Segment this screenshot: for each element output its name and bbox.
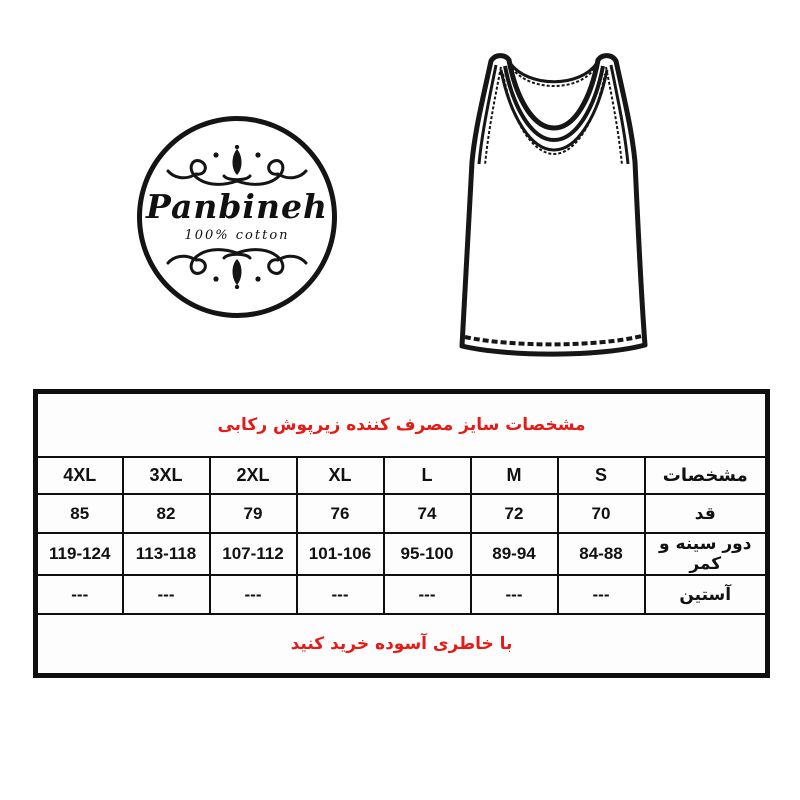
table-cell: ---: [471, 575, 558, 614]
size-col-header-m: M: [471, 457, 558, 494]
size-header-row: [36, 457, 768, 494]
spec-column-header: مشخصات: [645, 457, 768, 494]
size-col-header-3xl: 3XL: [123, 457, 210, 494]
table-row-height: [36, 494, 768, 533]
flourish-ornament-icon: [161, 247, 313, 289]
brand-subtitle: 100% cotton: [184, 228, 290, 243]
flourish-ornament-icon: [161, 145, 313, 187]
table-cell: 84-88: [558, 533, 645, 575]
row-label-height: قد: [645, 494, 768, 533]
table-cell: ---: [297, 575, 384, 614]
size-col-header-xl: XL: [297, 457, 384, 494]
tank-top-illustration-icon: [433, 28, 681, 376]
row-label-chest-waist: دور سینه و کمر: [645, 533, 768, 575]
row-label-sleeve: آستین: [645, 575, 768, 614]
table-cell: 113-118: [123, 533, 210, 575]
size-col-header-l: L: [384, 457, 471, 494]
size-col-header-2xl: 2XL: [210, 457, 297, 494]
table-cell: 74: [384, 494, 471, 533]
table-cell: ---: [558, 575, 645, 614]
brand-logo: [137, 116, 337, 318]
table-footer-note: با خاطری آسوده خرید کنید: [36, 614, 768, 676]
table-title-row: [36, 392, 768, 458]
table-cell: 89-94: [471, 533, 558, 575]
table-footer-row: [36, 614, 768, 676]
brand-name: Panbineh: [146, 187, 328, 226]
table-cell: 95-100: [384, 533, 471, 575]
table-cell: 82: [123, 494, 210, 533]
table-cell: ---: [36, 575, 123, 614]
size-col-header-s: S: [558, 457, 645, 494]
table-title: مشخصات سایز مصرف کننده زیرپوش رکابی: [36, 392, 768, 458]
table-cell: 107-112: [210, 533, 297, 575]
table-cell: ---: [123, 575, 210, 614]
table-cell: 79: [210, 494, 297, 533]
table-row-sleeve: [36, 575, 768, 614]
size-col-header-4xl: 4XL: [36, 457, 123, 494]
table-cell: 119-124: [36, 533, 123, 575]
table-cell: 76: [297, 494, 384, 533]
table-cell: 101-106: [297, 533, 384, 575]
table-row-chest-waist: [36, 533, 768, 575]
size-chart-table: [33, 389, 770, 678]
table-cell: 85: [36, 494, 123, 533]
table-cell: ---: [384, 575, 471, 614]
table-cell: 72: [471, 494, 558, 533]
table-cell: ---: [210, 575, 297, 614]
table-cell: 70: [558, 494, 645, 533]
